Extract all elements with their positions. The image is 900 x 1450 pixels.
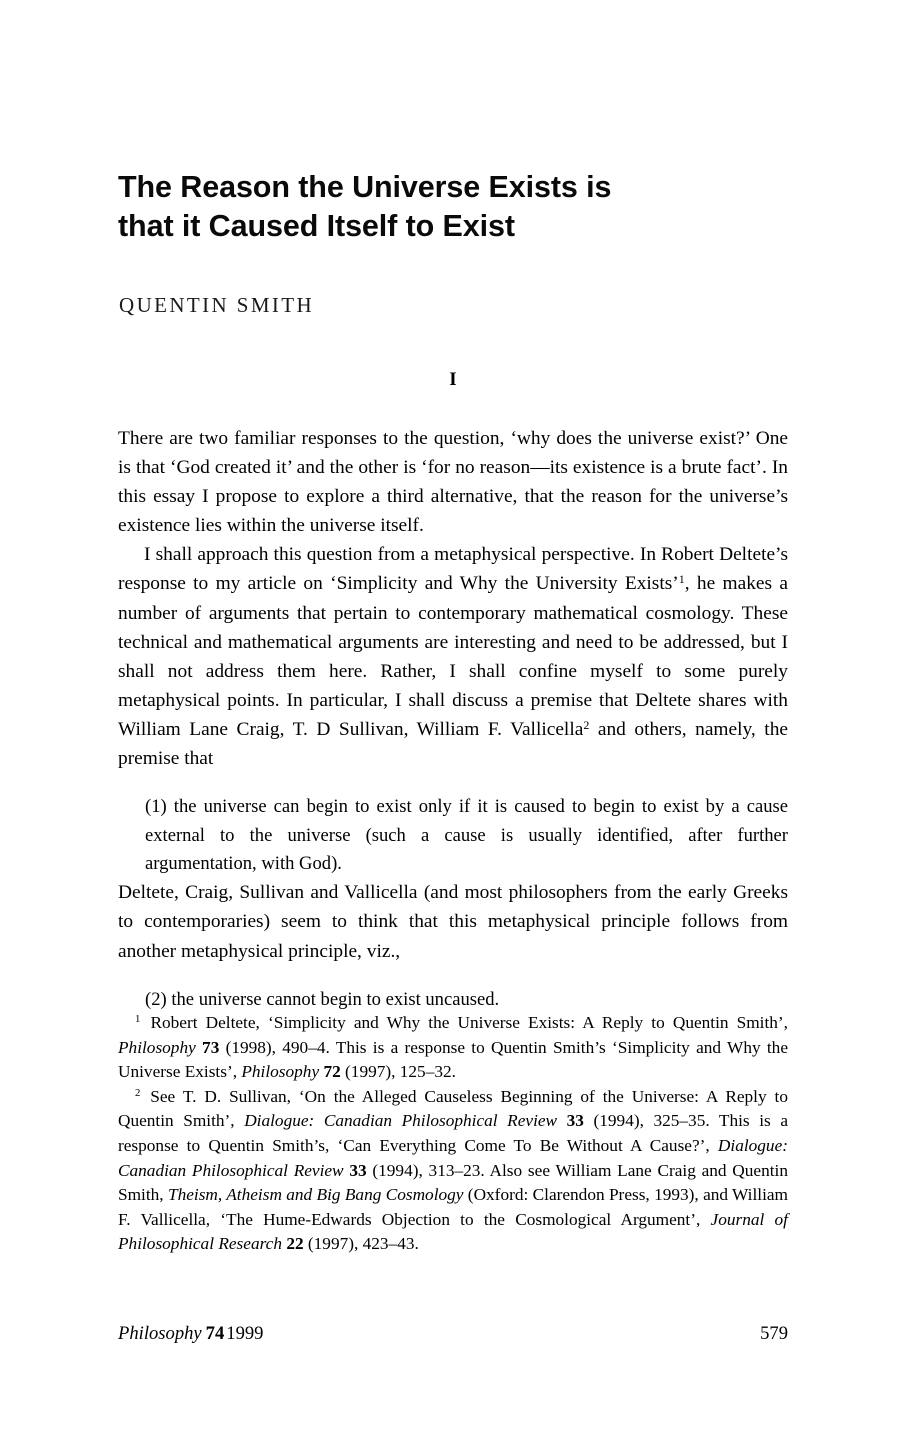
footnote-title-italic: Dialogue: Canadian Philosophical Review xyxy=(244,1111,558,1131)
journal-name: Philosophy xyxy=(118,1323,202,1344)
footnote-volume-number: 22 xyxy=(286,1234,304,1254)
body-paragraph-2-part-a: I shall approach this question from a metaphysical perspective. In Robert Deltete’s response to my article on ‘Simplicity and Why the University Exists’ xyxy=(118,544,788,595)
page-content xyxy=(118,0,788,1450)
body-paragraph-2-part-b: , he makes a number of arguments that pertain to contemporary mathematical cosmology. These technical and mathematical arguments are interesting and need to be addressed, but I shall not address them here. Rather, I shall confine myself to some purely metaphysical points. In particular, I shall discuss a premise that Deltete shares with William Lane Craig, T. D Sullivan, William F. Vallicella xyxy=(118,573,788,740)
page-footer xyxy=(118,1322,788,1346)
footnote-reference-1[interactable]: 1 xyxy=(678,572,685,587)
footnote-title-italic: Journal of Philosophical Research xyxy=(118,1209,788,1254)
page-number: 579 xyxy=(760,1323,788,1344)
numbered-premise-1: (1) the universe can begin to exist only if it is caused to begin to exist by a cause external to the universe (such a cause is usually identified, after further argumentation, with God). xyxy=(145,796,788,874)
footnote-text: (Oxford: Clarendon Press, 1993), and William F. Vallicella, ‘The Hume-Edwards Objection to the Cosmological Argument’, xyxy=(118,1185,788,1229)
footnote-marker-1: 1 xyxy=(135,1013,141,1026)
body-paragraph-2 xyxy=(118,540,788,773)
footnotes-section xyxy=(118,1011,788,1257)
footnote-2 xyxy=(118,1085,788,1257)
body-paragraph-1: There are two familiar responses to the question, ‘why does the universe exist?’ One is that ‘God created it’ and the other is ‘for no reason—its existence is a brute fact’. In this essay I propose to explore a third alternative, that the reason for the universe’s existence lies within the universe itself. xyxy=(118,428,788,537)
footnote-volume-number: 33 xyxy=(349,1160,367,1180)
author-name: QUENTIN SMITH xyxy=(119,293,315,317)
numbered-premise-2: (2) the universe cannot begin to exist uncaused. xyxy=(145,988,500,1010)
journal-volume: 74 xyxy=(205,1323,225,1344)
footnote-volume-number: 73 xyxy=(202,1037,220,1057)
body-paragraph-2-part-c: and others, namely, the premise that xyxy=(118,718,788,770)
footnote-reference-2[interactable]: 2 xyxy=(583,717,590,732)
footnote-text: (1997), 125–32. xyxy=(340,1062,456,1082)
section-numeral: I xyxy=(449,369,457,390)
footnote-title-italic: Philosophy xyxy=(241,1062,320,1082)
footnote-text: See T. D. Sullivan, ‘On the Alleged Causeless Beginning of the Universe: A Reply to Quentin Smith’, xyxy=(118,1086,788,1131)
footnote-text: (1994), 325–35. This is a response to Quentin Smith’s, ‘Can Everything Come To Be Without A Cause?’, xyxy=(118,1111,788,1155)
footnote-text: Robert Deltete, ‘Simplicity and Why the Universe Exists: A Reply to Quentin Smith’, xyxy=(142,1013,788,1032)
footnote-volume-number: 33 xyxy=(566,1111,584,1131)
footnote-text: (1998), 490–4. This is a response to Quentin Smith’s ‘Simplicity and Why the Universe Exists’, xyxy=(118,1037,788,1082)
footnote-1 xyxy=(118,1011,788,1085)
footnote-text xyxy=(557,1111,567,1130)
footnote-title-italic: Theism, Atheism and Big Bang Cosmology xyxy=(167,1185,464,1205)
footnote-marker-2: 2 xyxy=(135,1086,141,1099)
footnote-text: (1997), 423–43. xyxy=(303,1234,419,1254)
page-title-line-2: that it Caused Itself to Exist xyxy=(118,209,515,243)
journal-citation xyxy=(118,1322,263,1346)
footnote-volume-number: 72 xyxy=(323,1062,341,1082)
body-text xyxy=(118,424,788,1014)
footnote-title-italic: Philosophy xyxy=(118,1037,196,1057)
body-paragraph-3: Deltete, Craig, Sullivan and Vallicella (and most philosophers from the early Greeks to contemporaries) seem to think that this metaphysical principle follows from another metaphysical principle, viz., xyxy=(118,882,788,962)
page-title-line-1: The Reason the Universe Exists is xyxy=(118,170,612,204)
journal-year: 1999 xyxy=(226,1323,264,1344)
page-title xyxy=(118,168,778,246)
footnote-text: (1994), 313–23. Also see William Lane Craig and Quentin Smith, xyxy=(118,1160,788,1205)
footnote-title-italic: Dialogue: Canadian Philosophical Review xyxy=(118,1135,788,1180)
